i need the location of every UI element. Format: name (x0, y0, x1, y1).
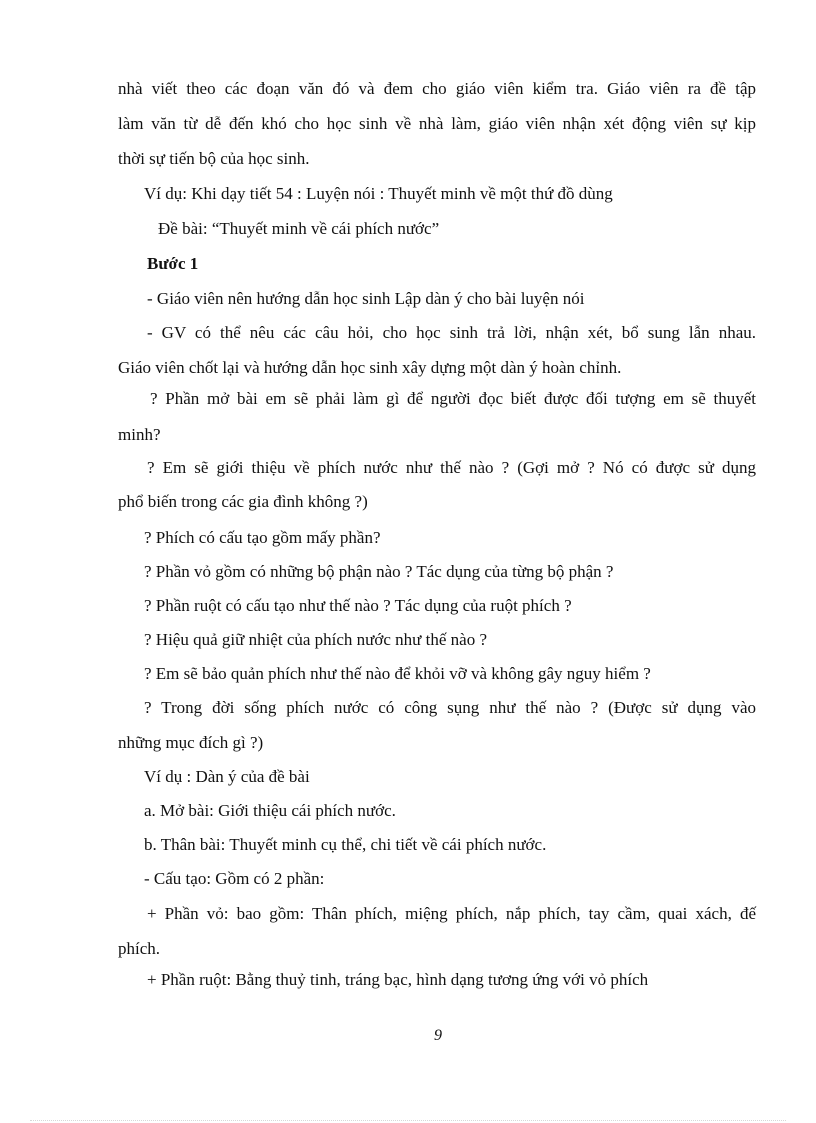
question-line: những mục đích gì ?) (118, 733, 264, 752)
paragraph-line: làm văn từ dễ đến khó cho học sinh về nhà làm, giáo viên nhận xét động viên sự kịp (118, 114, 756, 133)
section-heading: Bước 1 (147, 254, 199, 273)
paragraph-line: Giáo viên chốt lại và hướng dẫn học sinh xây dựng một dàn ý hoàn chỉnh. (118, 358, 622, 377)
question-line: ? Phần mở bài em sẽ phải làm gì để người đọc biết được đối tượng em sẽ thuyết (150, 389, 756, 408)
paragraph-line: Ví dụ : Dàn ý của đề bài (144, 767, 310, 786)
question-line: ? Trong đời sống phích nước có công sụng như thế nào ? (Được sử dụng vào (144, 698, 756, 717)
paragraph-line: - GV có thể nêu các câu hỏi, cho học sinh trả lời, nhận xét, bổ sung lẫn nhau. (147, 323, 756, 342)
outline-item: b. Thân bài: Thuyết minh cụ thể, chi tiết về cái phích nước. (144, 835, 547, 854)
paragraph-line: - Giáo viên nên hướng dẫn học sinh Lập dàn ý cho bài luyện nói (147, 289, 585, 308)
question-line: ? Em sẽ bảo quản phích như thế nào để khỏi vỡ và không gây nguy hiểm ? (144, 664, 651, 683)
page-bottom-divider (30, 1120, 786, 1121)
paragraph-line: thời sự tiến bộ của học sinh. (118, 149, 310, 168)
question-line: ? Hiệu quả giữ nhiệt của phích nước như thế nào ? (144, 630, 487, 649)
question-line: phổ biến trong các gia đình không ?) (118, 492, 368, 511)
page-number: 9 (434, 1027, 442, 1044)
question-line: ? Phích có cấu tạo gồm mấy phần? (144, 528, 381, 547)
paragraph-line: Đề bài: “Thuyết minh về cái phích nước” (158, 219, 440, 238)
question-line: ? Phần vỏ gồm có những bộ phận nào ? Tác dụng của từng bộ phận ? (144, 562, 614, 581)
outline-item: + Phần vỏ: bao gồm: Thân phích, miệng phích, nắp phích, tay cầm, quai xách, đế (147, 904, 756, 923)
question-line: ? Phần ruột có cấu tạo như thế nào ? Tác dụng của ruột phích ? (144, 596, 572, 615)
question-line: ? Em sẽ giới thiệu về phích nước như thế nào ? (Gợi mở ? Nó có được sử dụng (147, 458, 756, 477)
outline-item: a. Mở bài: Giới thiệu cái phích nước. (144, 801, 396, 820)
outline-item: - Cấu tạo: Gồm có 2 phần: (144, 869, 325, 888)
paragraph-line: Ví dụ: Khi dạy tiết 54 : Luyện nói : Thuyết minh về một thứ đồ dùng (144, 184, 613, 203)
question-line: minh? (118, 425, 161, 444)
outline-item: + Phần ruột: Bằng thuỷ tinh, tráng bạc, hình dạng tương ứng với vỏ phích (147, 970, 649, 989)
outline-item: phích. (118, 939, 161, 958)
paragraph-line: nhà viết theo các đoạn văn đó và đem cho giáo viên kiểm tra. Giáo viên ra đề tập (118, 79, 756, 98)
